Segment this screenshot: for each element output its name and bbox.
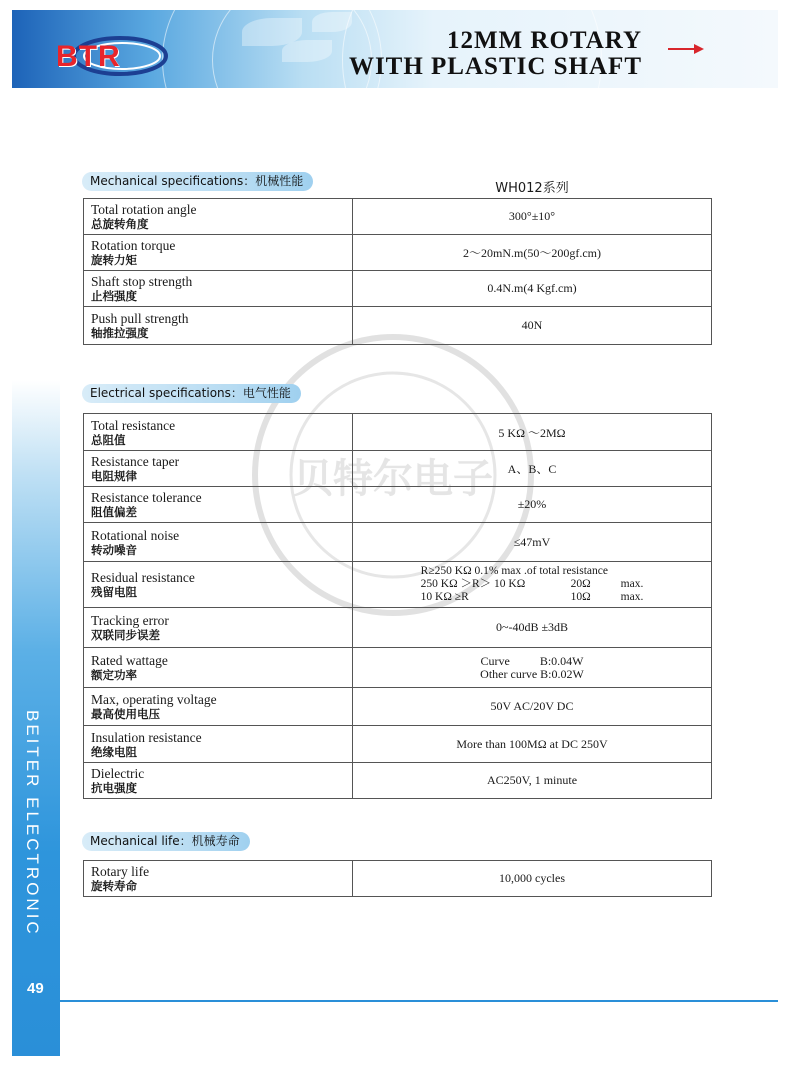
spec-value <box>353 648 712 688</box>
spec-value: 50V AC/20V DC <box>353 688 712 726</box>
spec-value: 0.4N.m(4 Kgf.cm) <box>353 271 712 307</box>
electrical-section-label: Electrical specifications：电气性能 <box>82 384 301 403</box>
title-line-1: 12MM ROTARY <box>446 27 642 54</box>
spec-label-zh: 旋转力矩 <box>91 253 137 267</box>
title-line-2: WITH PLASTIC SHAFT <box>348 53 642 80</box>
wattage-line-2: Other curve B:0.02W <box>480 666 584 681</box>
spec-value: 40N <box>353 307 712 345</box>
table-row <box>84 562 712 608</box>
spec-value: 10,000 cycles <box>353 861 712 897</box>
residual-line: R≥250 KΩ 0.1% max .of total resistance <box>420 565 608 577</box>
watermark-text: 贝特尔电子 <box>293 456 493 502</box>
table-row <box>84 861 712 897</box>
spec-value: A、B、C <box>353 451 712 487</box>
spec-label-en: Push pull strength <box>91 311 189 326</box>
spec-value: More than 100MΩ at DC 250V <box>353 726 712 763</box>
mechanical-section-label: Mechanical specifications：机械性能 <box>82 172 313 191</box>
spec-label-en: Total resistance <box>91 417 176 433</box>
arrow-right-icon <box>668 42 704 56</box>
table-row <box>84 235 712 271</box>
spec-value: 300°±10° <box>353 199 712 235</box>
table-row <box>84 648 712 688</box>
spec-label-zh: 总旋转角度 <box>91 217 149 231</box>
spec-value: 5 KΩ ～2MΩ <box>353 414 712 451</box>
spec-label-en: Dielectric <box>91 766 145 781</box>
logo-text: BTR <box>56 40 121 73</box>
table-row <box>84 307 712 345</box>
spec-label-en: Resistance taper <box>91 454 180 469</box>
mechanical-life-section-label: Mechanical life：机械寿命 <box>82 832 250 851</box>
mechanical-spec-table <box>83 198 712 345</box>
spec-label-zh: 额定功率 <box>91 668 137 682</box>
side-brand-text: BEITER ELECTRONIC <box>23 710 42 937</box>
spec-label-zh: 双联同步误差 <box>91 628 160 642</box>
page-number: 49 <box>27 980 44 997</box>
spec-value: ±20% <box>353 487 712 523</box>
spec-label-en: Insulation resistance <box>91 729 202 745</box>
electrical-spec-table <box>83 413 712 799</box>
residual-resistance-values <box>421 565 644 604</box>
spec-label-zh: 止档强度 <box>91 289 137 303</box>
mechanical-life-table <box>83 860 712 897</box>
spec-label-zh: 转动噪音 <box>91 542 137 557</box>
spec-value: ≤47mV <box>353 523 712 562</box>
spec-label-en: Rotation torque <box>91 238 176 253</box>
table-row <box>84 487 712 523</box>
spec-label-en: Rated wattage <box>91 653 168 668</box>
spec-value: AC250V, 1 minute <box>353 763 712 799</box>
spec-label-zh: 最高使用电压 <box>91 707 160 721</box>
spec-label-zh: 阻值偏差 <box>91 505 137 519</box>
spec-label-en: Resistance tolerance <box>91 490 202 505</box>
table-row <box>84 608 712 648</box>
spec-label-zh: 轴推拉强度 <box>91 326 149 340</box>
spec-label-en: Shaft stop strength <box>91 274 193 289</box>
spec-label-zh: 绝缘电阻 <box>91 744 137 759</box>
spec-value: 2～20mN.m(50～200gf.cm) <box>353 235 712 271</box>
series-label: WH012系列 <box>495 181 569 196</box>
table-row <box>84 763 712 799</box>
spec-label-zh: 残留电阻 <box>91 585 137 599</box>
spec-label-en: Max, operating voltage <box>91 692 217 707</box>
table-row <box>84 199 712 235</box>
table-row <box>84 688 712 726</box>
table-row <box>84 523 712 562</box>
table-row <box>84 726 712 763</box>
residual-line: 250 KΩ ＞R＞ 10 KΩ 20Ω max. <box>420 578 644 590</box>
spec-label-en: Total rotation angle <box>91 202 197 217</box>
spec-label-zh: 电阻规律 <box>91 469 137 483</box>
residual-line: 10 KΩ ≥R 10Ω max. <box>420 591 644 603</box>
spec-label-zh: 旋转寿命 <box>91 879 137 893</box>
spec-label-en: Rotational noise <box>91 527 180 543</box>
table-row <box>84 271 712 307</box>
spec-value <box>353 562 712 608</box>
table-row <box>84 451 712 487</box>
footer-divider <box>60 1000 778 1002</box>
page-title <box>349 28 642 80</box>
spec-label-zh: 抗电强度 <box>91 781 137 795</box>
wattage-line-1: Curve B:0.04W <box>480 653 584 668</box>
spec-label-zh: 总阻值 <box>91 432 126 447</box>
spec-value: 0~-40dB ±3dB <box>353 608 712 648</box>
spec-label-en: Rotary life <box>91 864 150 879</box>
table-row <box>84 414 712 451</box>
spec-label-en: Tracking error <box>91 613 169 628</box>
spec-label-en: Residual resistance <box>91 570 195 585</box>
